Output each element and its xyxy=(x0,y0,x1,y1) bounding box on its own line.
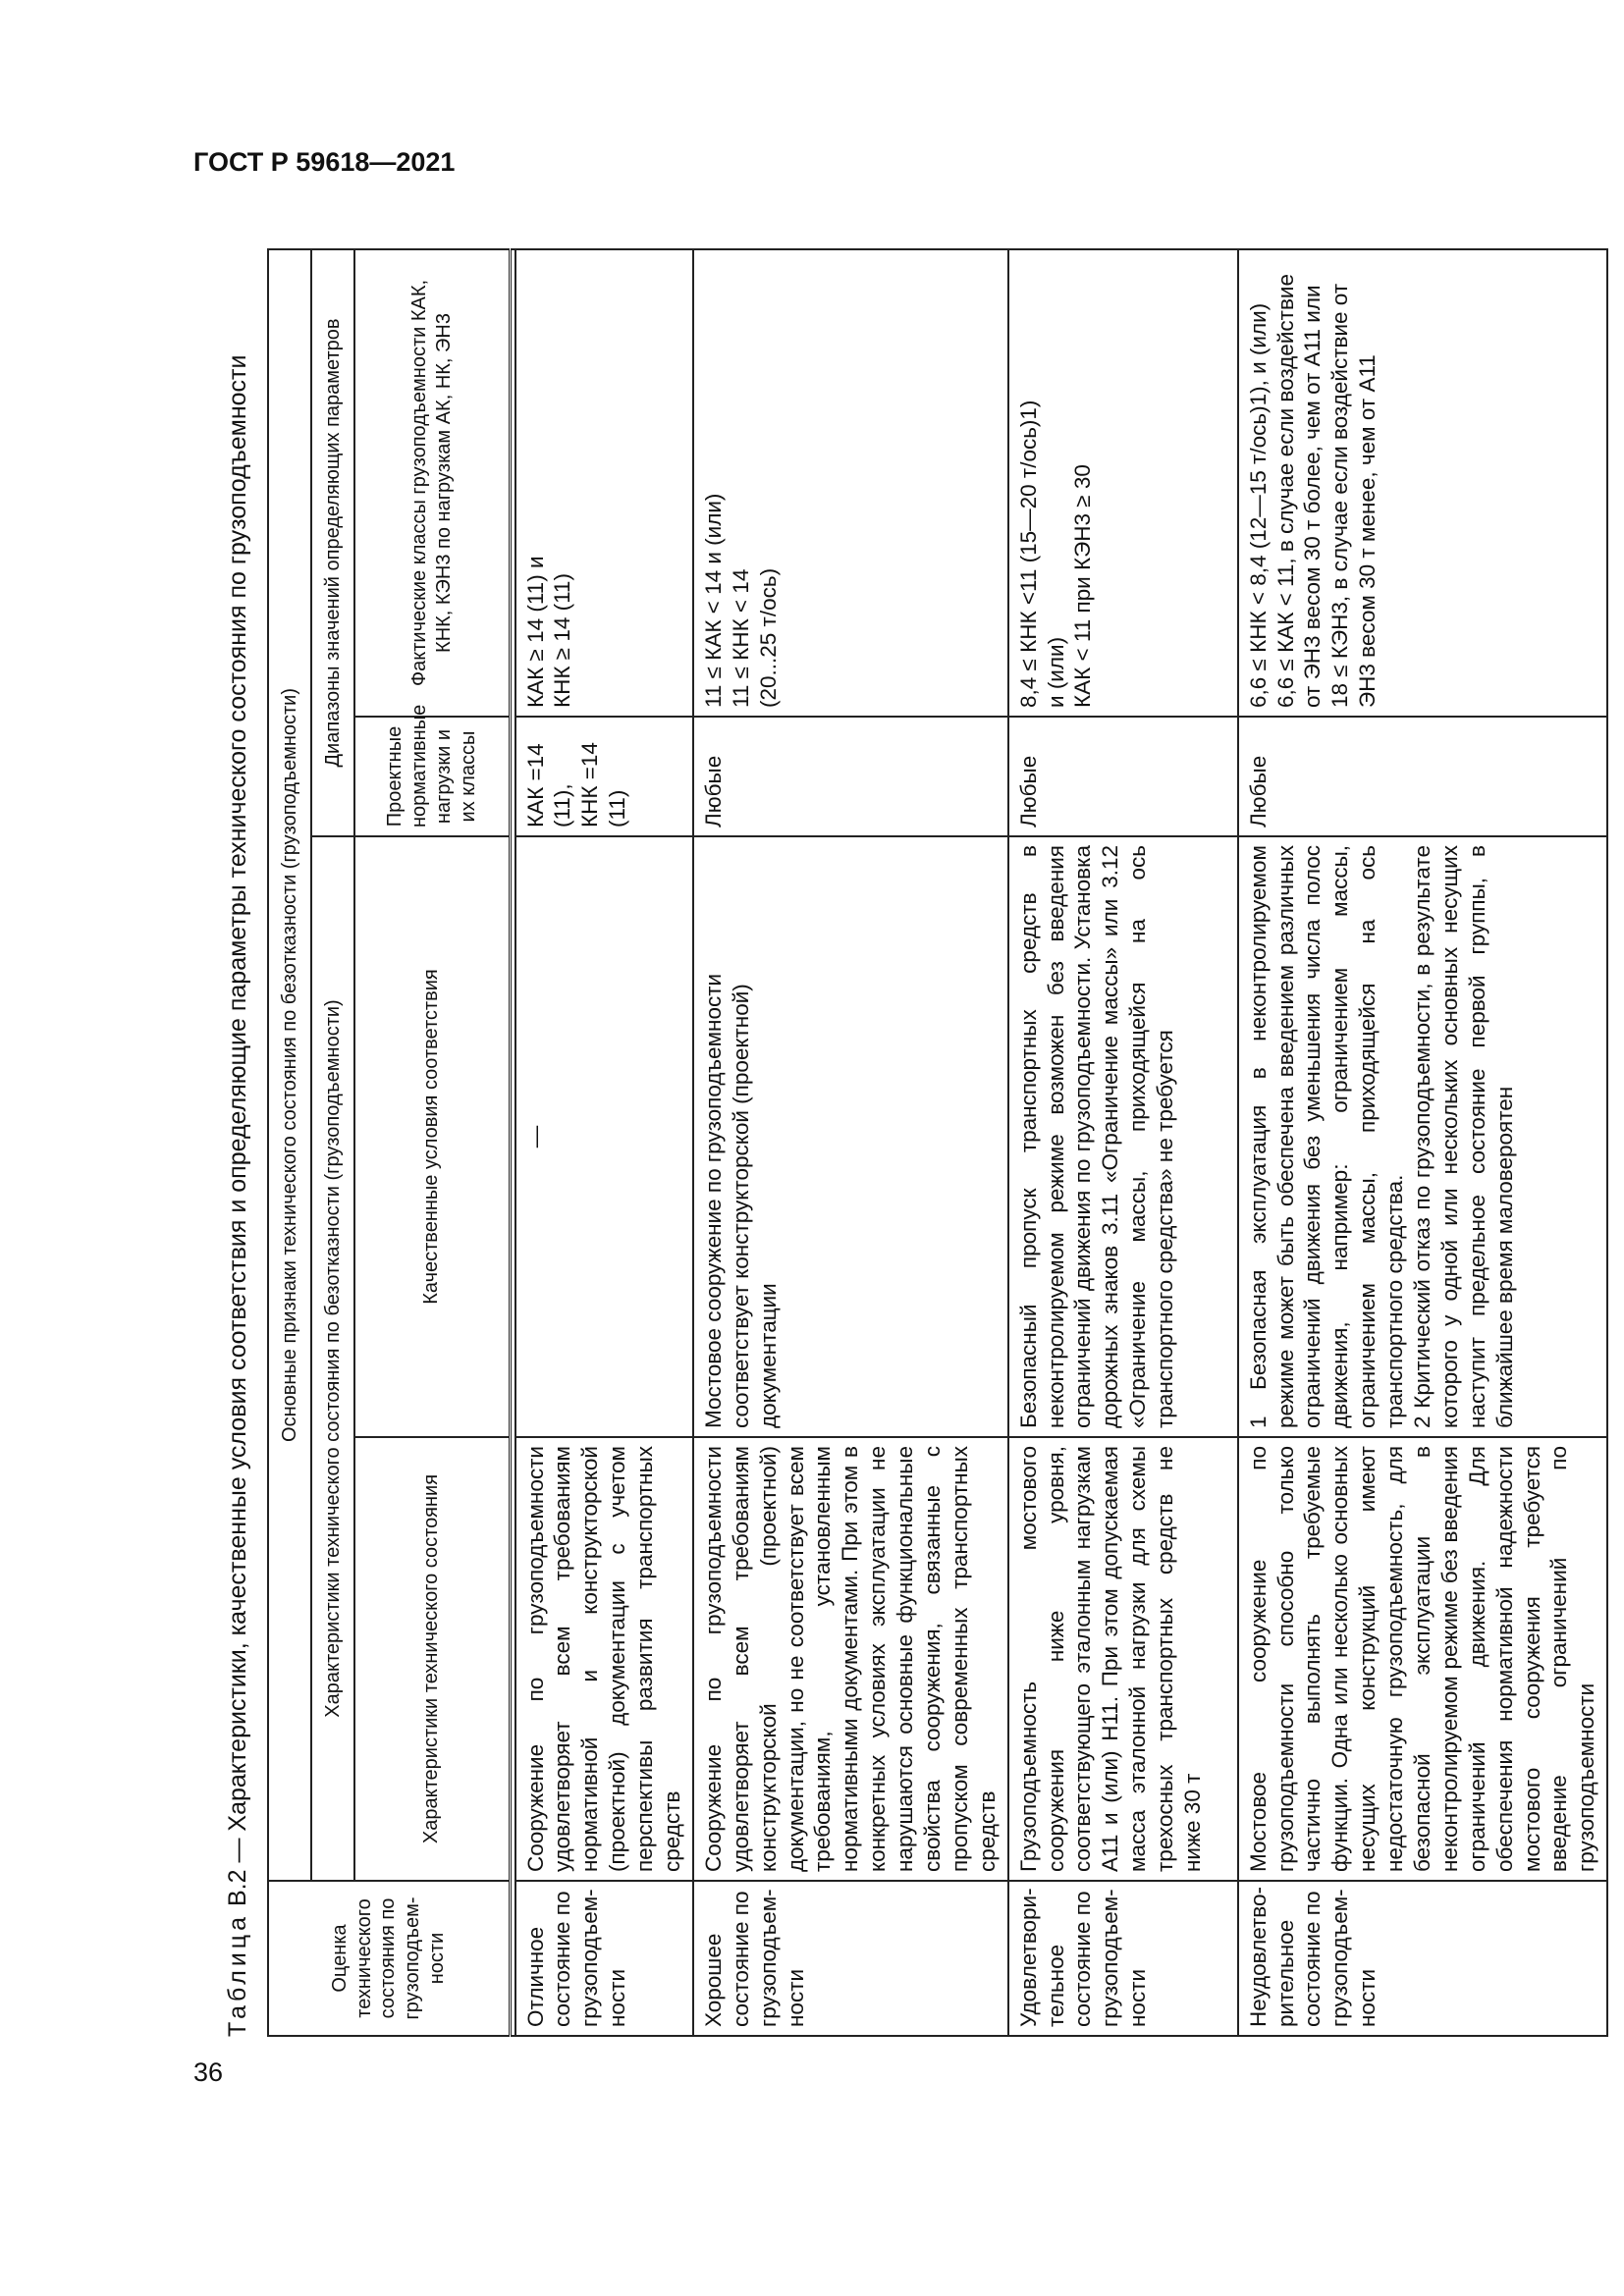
header-design-loads: Проектные нормативные нагрузки и их классы xyxy=(354,717,510,836)
cell-actual-classes: 11 ≤ КАК < 14 и (или) 11 ≤ КНК < 14 (20...25 т/ось) xyxy=(693,249,1008,717)
header-conditions: Качественные условия соответствия xyxy=(354,836,510,1437)
cell-assessment: Хорошее состояние по грузоподъемности xyxy=(693,1881,1008,2036)
table-row xyxy=(693,249,1008,2036)
header-characteristics-group: Характеристики технического состояния по безотказности (грузоподъемности) xyxy=(311,836,354,1881)
cell-actual-classes: КАК ≥ 14 (11) и КНК ≥ 14 (11) xyxy=(515,249,693,717)
cell-characteristics: Мостовое сооружение по грузоподъемности способно только частично выполнять требуемые функции. Одна или несколько основных несущих конструкций имеют недостаточную грузоподъемность, для безопасной эксплуатации в неконтролируемом режиме без введения ограничений движения. Для обеспечения нормативной надежности мостового сооружения требуется введение ограничений по грузоподъемности xyxy=(1238,1437,1608,1881)
cell-design-loads: КАК =14 (11), КНК =14 (11) xyxy=(515,717,693,836)
condition-table xyxy=(267,248,1608,2037)
cell-actual-classes: 8,4 ≤ КНК <11 (15—20 т/ось)1) и (или) КАК < 11 при КЭН3 ≥ 30 xyxy=(1008,249,1238,717)
table-row xyxy=(515,249,693,2036)
cell-conditions: Мостовое сооружение по грузоподъемности соответствует конструкторской (проектной) документации xyxy=(693,836,1008,1437)
cell-design-loads: Любые xyxy=(693,717,1008,836)
cell-design-loads: Любые xyxy=(1238,717,1608,836)
page-number: 36 xyxy=(193,2057,224,2087)
cell-assessment: Удовлетворительное состояние по грузоподъемности xyxy=(1008,1881,1238,2036)
caption-label: Таблица xyxy=(224,1912,251,2037)
header-main-group: Основные признаки технического состояния по безотказности (грузоподъемности) xyxy=(268,249,311,1881)
cell-design-loads: Любые xyxy=(1008,717,1238,836)
cell-actual-classes: 6,6 ≤ КНК < 8,4 (12—15 т/ось)1), и (или) 6,6 ≤ КАК < 11, в случае если воздействие от ЭН3 весом 30 т более, чем от А11 или 18 ≤ КЭН3, в случае если воздействие от ЭН3 весом 30 т менее, чем от А11 xyxy=(1238,249,1608,717)
cell-characteristics: Грузоподъемность мостового сооружения ниже уровня, соответствующего эталонным нагрузкам А11 и (или) Н11. При этом допускаемая масса эталонной нагрузки для схемы трехосных транспортных средств не ниже 30 т xyxy=(1008,1437,1238,1881)
header-actual-classes: Фактические классы грузоподъемности КАК, КНК, КЭН3 по нагрузкам АК, НК, ЭН3 xyxy=(354,249,510,717)
cell-conditions: Безопасный пропуск транспортных средств в неконтролируемом режиме возможен без введения ограничений движения по грузоподъемности. Установка дорожных знаков 3.11 «Ограничение массы» или 3.12 «Ограничение массы, приходящейся на ось транспортного средства» не требуется xyxy=(1008,836,1238,1437)
table-caption xyxy=(224,250,252,2037)
cell-characteristics: Сооружение по грузоподъемности удовлетворяет всем требованиям конструкторской (проектной) документации, но не соответствует всем требованиям, установленным нормативными документами. При этом в конкретных условиях эксплуатации не нарушаются основные функциональные свойства сооружения, связанные с пропуском современных транспортных средств xyxy=(693,1437,1008,1881)
table-row xyxy=(1008,249,1238,2036)
rotated-table-block xyxy=(224,250,1599,2037)
header-assessment: Оценка технического состояния по грузоподъемности xyxy=(268,1881,510,2036)
cell-conditions: — xyxy=(515,836,693,1437)
cell-conditions: 1 Безопасная эксплуатация в неконтролируемом режиме может быть обеспечена введением различных ограничений движения без уменьшения числа полос движения, например: ограничением массы, ограничением массы, приходящейся на ось транспортного средства. 2 Критический отказ по грузоподъемности, в результате которого у одной или нескольких основных несущих наступит предельное состояние первой группы, в ближайшее время маловероятен xyxy=(1238,836,1608,1437)
cell-characteristics: Сооружение по грузоподъемности удовлетворяет всем требованиям нормативной и конструкторской (проектной) документации с учетом перспективы развития транспортных средств xyxy=(515,1437,693,1881)
cell-assessment: Неудовлетворительное состояние по грузоподъемности xyxy=(1238,1881,1608,2036)
cell-assessment: Отличное состояние по грузоподъемности xyxy=(515,1881,693,2036)
table-row xyxy=(1238,249,1608,2036)
caption-text: В.2 — Характеристики, качественные условия соответствия и определяющие параметры технического состояния по грузоподъемности xyxy=(224,354,251,1913)
standard-header: ГОСТ Р 59618—2021 xyxy=(193,147,456,177)
header-characteristics: Характеристики технического состояния xyxy=(354,1437,510,1881)
header-ranges-group: Диапазоны значений определяющих параметров xyxy=(311,249,354,836)
